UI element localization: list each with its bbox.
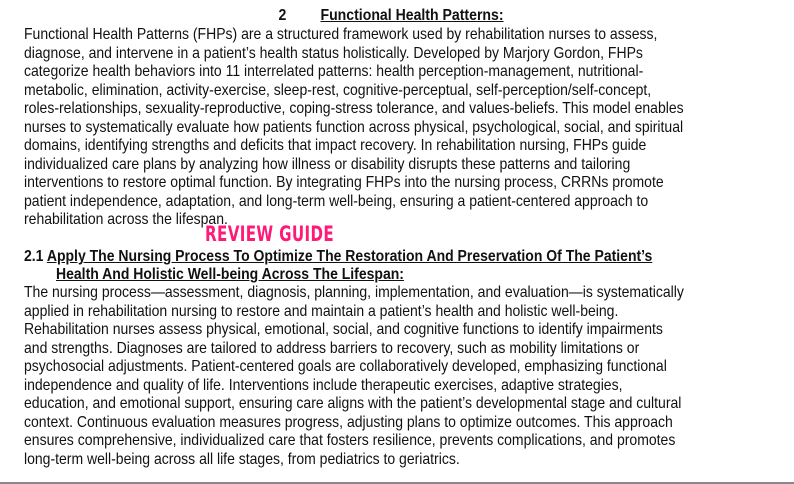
paragraph-line: patient independence, adaptation, and long-term well-being, ensuring a patient-centered approach to bbox=[24, 192, 649, 210]
paragraph-line: domains, identifying strengths and deficits that impact recovery. In rehabilitation nursing, FHPs guide bbox=[24, 137, 647, 154]
subsection-title-1: Apply The Nursing Process To Optimize The Restoration And Preservation Of The Patient’s bbox=[46, 248, 653, 265]
paragraph-line: rehabilitation across the lifespan. bbox=[24, 211, 228, 228]
paragraph-line: roles-relationships, sexuality-reproductive, coping-stress tolerance, and values-beliefs. This model enables bbox=[24, 100, 684, 117]
section-number: 2 bbox=[278, 7, 286, 24]
paragraph-line: independence and quality of life. Interventions include therapeutic exercises, adaptive strategies, bbox=[24, 376, 623, 394]
paragraph-line: The nursing process—assessment, diagnosis, planning, implementation, and evaluation—is systematically bbox=[24, 284, 684, 301]
paragraph-line: Functional Health Patterns (FHPs) are a structured framework used by rehabilitation nurses to assess, bbox=[24, 26, 658, 43]
paragraph-line: applied in rehabilitation nursing to restore and maintain a patient’s health and holistic well-being. bbox=[24, 302, 619, 320]
paragraph-line: Rehabilitation nurses assess physical, emotional, social, and cognitive functions to identify impairments bbox=[24, 321, 663, 338]
paragraph-line: education, and emotional support, ensuring care aligns with the patient’s developmental stage and cultural bbox=[24, 395, 682, 412]
section-title: Functional Health Patterns: bbox=[320, 7, 504, 24]
section-heading bbox=[0, 7, 794, 25]
paragraph-line: psychosocial adjustments. Patient-centered goals are collaboratively developed, emphasizing functional bbox=[24, 358, 667, 375]
paragraph-line: ensures comprehensive, individualized care that fosters resilience, prevents complications, and promotes bbox=[24, 432, 676, 449]
paragraph-line: long-term well-being across all life stages, from pediatrics to geriatrics. bbox=[24, 450, 460, 468]
subsection-number: 2.1 bbox=[24, 248, 44, 265]
subsection-heading-line-2 bbox=[56, 266, 404, 284]
paragraph-line: context. Continuous evaluation measures progress, adjusting plans to optimize outcomes. This approach bbox=[24, 413, 673, 431]
paragraph-line: interventions to restore optimal function. By integrating FHPs into the nursing process, CRRNs promote bbox=[24, 174, 664, 191]
subsection-title-2: Health And Holistic Well-being Across The Lifespan: bbox=[56, 266, 404, 283]
subsection-heading-line-1 bbox=[24, 248, 652, 266]
paragraph-line: metabolic, elimination, activity-exercise, sleep-rest, cognitive-perceptual, self-perception/self-concept, bbox=[24, 81, 652, 99]
review-guide-watermark: REVIEW GUIDE bbox=[205, 222, 335, 246]
paragraph-line: individualized care plans by analyzing how illness or disability disrupts these patterns and tailoring bbox=[24, 155, 631, 173]
paragraph-line: diagnose, and intervene in a patient’s health status holistically. Developed by Marjory Gordon, FHPs bbox=[24, 44, 643, 62]
paragraph-line: and strengths. Diagnoses are tailored to address barriers to recovery, such as mobility limitations or bbox=[24, 339, 640, 357]
paragraph-line: categorize health behaviors into 11 interrelated patterns: health perception-management, nutritional- bbox=[24, 63, 644, 80]
paragraph-line: nurses to systematically evaluate how patients function across physical, psychological, social, and spiritual bbox=[24, 118, 684, 136]
